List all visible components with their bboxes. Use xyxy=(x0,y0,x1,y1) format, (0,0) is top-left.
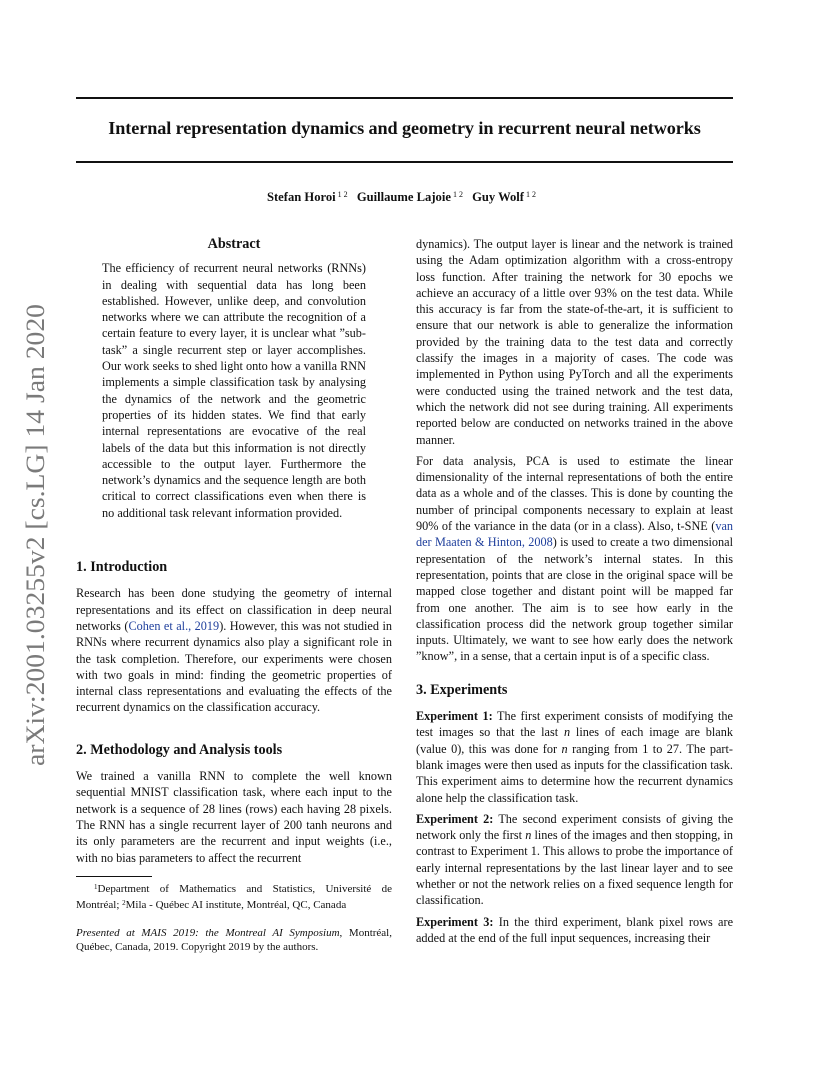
section-introduction-heading: 1. Introduction xyxy=(76,559,168,576)
experiment-1-paragraph: Experiment 1: The first experiment consists of modifying the test images so that the last n lines of each image are blank (value 0), this was done for n ranging from 1 to 27. The part-blank images were then used as inputs for the classification task. This experiment aims to determine how the recurrent dynamics alone help the classification task. xyxy=(416,709,733,805)
citation-cohen-2019[interactable]: Cohen et al., 2019 xyxy=(128,618,220,633)
section-methodology-heading: 2. Methodology and Analysis tools xyxy=(76,741,283,758)
analysis-paragraph: For data analysis, PCA is used to estimate the linear dimensionality of the internal representations of both the entire data as a whole and of the classes. This is done by counting the number of principal components necessary to explain at least 90% of the variance in the data (or in a class). Also, t-SNE (van der Maaten & Hinton, 2008) is used to create a two dimensional representation of the network’s internal states. In this representation, points that are close in the original space will be mapped close together and distant point will be mapped far from one another. The aim is to see how early in the classification process did the network group together similar inputs. Ultimately, we want to see how early does the network ”know”, in a sense, that a certain input is of a specific class. xyxy=(416,453,733,664)
left-column xyxy=(76,236,392,954)
footnote-affiliations: $^1$Department of Mathematics and Statistics, Université de Montréal; $^2$Mila - Québec AI institute, Montréal, QC, Canada xyxy=(76,882,392,911)
presented-notice: Presented at MAIS 2019: the Montreal AI Symposium, Montréal, Québec, Canada, 2019. Copyright 2019 by the authors. xyxy=(76,926,392,953)
author-3: Guy Wolf $^{1 2}$ xyxy=(472,190,536,204)
title-bottom-rule xyxy=(76,161,733,163)
top-rule xyxy=(76,97,733,99)
arxiv-identifier xyxy=(20,300,50,770)
right-column xyxy=(416,236,733,946)
author-2: Guillaume Lajoie $^{1 2}$ xyxy=(356,190,463,204)
arxiv-identifier-text: arXiv:2001.03255v2 [cs.LG] 14 Jan 2020 xyxy=(21,331,50,766)
paper-title: Internal representation dynamics and geometry in recurrent neural networks xyxy=(108,118,701,138)
author-1: Stefan Horoi $^{1 2}$ xyxy=(266,190,348,204)
experiment-2-paragraph: Experiment 2: The second experiment consists of giving the network only the first n lines of the images and then stopping, in contrast to Experiment 1. This allows to probe the importance of early internal representations by the last linear layer and to see whether or not the network relies on a fixed sequence length for classification. xyxy=(416,811,734,908)
experiment-3-paragraph: Experiment 3: In the third experiment, blank pixel rows are added at the end of the full input sequences, increasing their xyxy=(416,914,734,945)
introduction-paragraph: Research has been done studying the geometry of internal representations and its effect on classification in deep neural networks (Cohen et al., 2019). However, this was not studied in RNNs where recurrent dynamics also play a significant role in the task completion. Therefore, our experiments were chosen with two goals in mind: finding the geometric properties of internal class representations and evaluating the effects of the recurrent dynamics on the classification accuracy. xyxy=(76,586,392,715)
footnote-rule xyxy=(76,876,152,877)
methodology-paragraph-1: We trained a vanilla RNN to complete the well known sequential MNIST classification task, where each input to the network is a sequence of 28 lines (rows) each having 28 pixels. The RNN has a single recurrent layer of 200 tanh neurons and its only parameters are the recurrent and input weights (i.e., with no bias parameters to affect the recurrent xyxy=(76,769,392,865)
abstract-heading: Abstract xyxy=(207,236,261,252)
author-list xyxy=(76,190,733,205)
citation-van-der-maaten-2008[interactable]: van der Maaten & Hinton, 2008 xyxy=(416,519,733,550)
abstract-text: The efficiency of recurrent neural networks (RNNs) in dealing with sequential data has long been established. However, unlike deep, and convolution networks where we can attribute the recognition of a certain feature to every layer, it is unclear what ”sub-task” a single recurrent step or layer accomplishes. Our work seeks to shed light onto how a vanilla RNN implements a simple classification task by analysing the dynamics of the network and the geometric properties of its hidden states. We find that early internal representations are evocative of the real labels of the data but this information is not directly accessible to the output layer. Furthermore the network’s dynamics and the sequence length are both critical to correct classifications even when there is no additional task relevant information provided. xyxy=(102,261,366,520)
methodology-paragraph-1-continued: dynamics). The output layer is linear and the network is trained using the Adam optimization algorithm with a cross-entropy loss function. After training the network for 30 epochs we achieve an accuracy of a little over 93% on the test data. While this accuracy is far from the state-of-the-art, it is sufficient to ensure that our network is able to generalize the information provided by the training data to the test data and correctly classify the images in a majority of cases. The code was implemented in Python using PyTorch and all the experiments were conducted using the trained network and the test data, which the network did not see during training. All experiments reported below are conducted on networks trained in the above manner. xyxy=(416,237,733,447)
section-experiments-heading: 3. Experiments xyxy=(416,681,508,698)
